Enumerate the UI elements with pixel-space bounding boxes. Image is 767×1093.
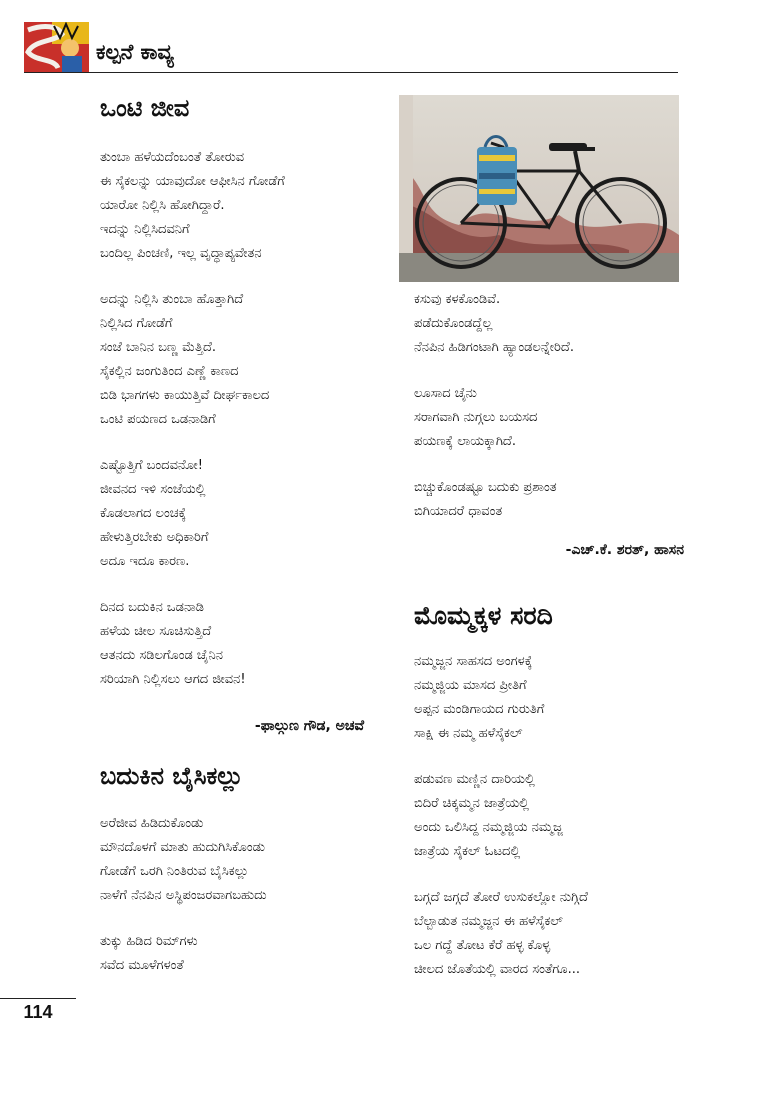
poem-line: ಚೀಲದ ಜೊತೆಯಲ್ಲಿ ವಾರದ ಸಂತೆಗೂ... [414, 962, 581, 977]
poem-line: ಬಿಗಿಯಾದರೆ ಧಾವಂತ [414, 504, 503, 519]
poem-line: ಅರೆಜೀವ ಹಿಡಿದುಕೊಂಡು [100, 816, 204, 831]
poem-mommakkala-saradi [414, 600, 684, 982]
poem-line: ಜಾತ್ರೆಯ ಸೈಕಲ್ ಓಟದಲ್ಲಿ [414, 844, 521, 859]
footer-divider [0, 998, 76, 999]
poem-line: ಅಪ್ಪನ ಮಂಡಿಗಾಯದ ಗುರುತಿಗೆ [414, 702, 545, 717]
magazine-logo-icon [24, 22, 89, 72]
poem-line: ಪಯಣಕ್ಕೆ ಲಾಯಕ್ಕಾಗಿದೆ. [414, 434, 516, 449]
poem-line: ಒಲ ಗದ್ದೆ ತೋಟ ಕೆರೆ ಹಳ್ಳ ಕೊಳ್ಳ [414, 938, 551, 953]
stanza [414, 886, 684, 982]
poem-line: ಯಾರೋ ನಿಲ್ಲಿಸಿ ಹೋಗಿದ್ದಾರೆ. [100, 198, 225, 213]
poem-line: ತುಕ್ಕು ಹಿಡಿದ ರಿಮ್‌ಗಳು [100, 934, 198, 949]
poem-line: ಸಾಕ್ಷಿ ಈ ನಮ್ಮ ಹಳೆಸೈಕಲ್ [414, 726, 523, 741]
poem-line: ಈ ಸೈಕಲನ್ನು ಯಾವುದೋ ಆಫೀಸಿನ ಗೋಡೆಗೆ [100, 174, 285, 189]
stanza [100, 146, 390, 266]
poem-line: ನಮ್ಮಜ್ಜನ ಸಾಹಸದ ಅಂಗಳಕ್ಕೆ [414, 654, 533, 669]
poem-line: ಸರಾಗವಾಗಿ ನುಗ್ಗಲು ಬಯಸದ [414, 410, 538, 425]
stanza [414, 650, 684, 746]
poem-line: ಸಂಜೆ ಬಾನಿನ ಬಣ್ಣ ಮೆತ್ತಿದೆ. [100, 340, 217, 355]
poem-author: -ಫಾಲ್ಗುಣ ಗೌಡ, ಅಚವೆ [254, 718, 364, 734]
poem-line: ನಿಲ್ಲಿಸಿದ ಗೋಡೆಗೆ [100, 316, 173, 331]
poem-line: ಹಳೆಯ ಚೀಲ ಸೂಚಿಸುತ್ತಿದೆ [100, 624, 212, 639]
stanza [100, 288, 390, 432]
poem-continuation [414, 288, 684, 562]
poem-line: ಅದನ್ನು ನಿಲ್ಲಿಸಿ ತುಂಬಾ ಹೊತ್ತಾಗಿದೆ [100, 292, 244, 307]
stanza [100, 596, 390, 692]
poem-line: ಸರಿಯಾಗಿ ನಿಲ್ಲಿಸಲು ಆಗದ ಜೀವನ! [100, 672, 246, 687]
poem-line: ಇದನ್ನು ನಿಲ್ಲಿಸಿದವನಿಗೆ [100, 222, 190, 237]
poem-title: ಒಂಟಿ ಜೀವ [100, 94, 190, 122]
bicycle-photo-icon [399, 95, 679, 282]
stanza [414, 382, 684, 454]
page-number: 114 [23, 1002, 53, 1022]
poem-line: ಒಂಟಿ ಪಯಣದ ಒಡನಾಡಿಗೆ [100, 412, 216, 427]
poem-line: ಬಿಚ್ಚುಕೊಂಡಷ್ಟೂ ಬದುಕು ಪ್ರಶಾಂತ [414, 480, 557, 495]
poem-line: ಹೇಳುತ್ತಿರಬೇಕು ಅಧಿಕಾರಿಗೆ [100, 530, 209, 545]
stanza [414, 476, 684, 524]
poem-line: ಬಿಡಿ ಭಾಗಗಳು ಕಾಯುತ್ತಿವೆ ದೀರ್ಘಕಾಲದ [100, 388, 270, 403]
poem-line: ನಮ್ಮಜ್ಜಿಯ ಮಾಸದ ಪ್ರೀತಿಗೆ [414, 678, 527, 693]
poem-baduku-bicycle [100, 760, 390, 978]
poem-line: ಆತನದು ಸಡಿಲಗೊಂಡ ಚೈನಿನ [100, 648, 223, 663]
poem-line: ಕೊಡಲಾಗದ ಲಂಚಕ್ಕೆ [100, 506, 187, 521]
poem-line: ಅಂದು ಒಲಿಸಿದ್ದ ನಮ್ಮಜ್ಜಿಯ ನಮ್ಮಜ್ಜ [414, 820, 563, 835]
header-divider [24, 72, 678, 73]
poem-line: ಪಡೆದುಕೊಂಡದ್ದೆಲ್ಲ [414, 316, 493, 331]
poem-ontijeeva [100, 92, 390, 738]
stanza [100, 930, 390, 978]
poem-line: ಬೆಲ್ಬಾಡುತ ನಮ್ಮಜ್ಜನ ಈ ಹಳೆಸೈಕಲ್ [414, 914, 563, 929]
poem-line: ಸೈಕಲ್ಲಿನ ಜಂಗುತಿಂದ ಎಣ್ಣೆ ಕಾಣದ [100, 364, 239, 379]
poem-line: ಮೌನದೊಳಗೆ ಮಾತು ಹುದುಗಿಸಿಕೊಂಡು [100, 840, 266, 855]
poem-line: ನಾಳೆಗೆ ನೆನಪಿನ ಅಸ್ಥಿಪಂಜರವಾಗಬಹುದು [100, 888, 267, 903]
poem-line: ತುಂಬಾ ಹಳೆಯದೆಂಬಂತೆ ತೋರುವ [100, 150, 245, 165]
poem-line: ದಿನದ ಬದುಕಿನ ಒಡನಾಡಿ [100, 600, 204, 615]
poem-line: ನೆನಪಿನ ಹಿಡಿಗಂಟಾಗಿ ಹ್ಯಾಂಡಲನ್ನೇರಿದೆ. [414, 340, 574, 355]
poem-line: ಬಿದಿರೆ ಚಿಕ್ಕಮ್ಮನ ಜಾತ್ರೆಯಲ್ಲಿ [414, 796, 530, 811]
section-title: ಕಲ್ಪನೆ ಕಾವ್ಯ [96, 40, 174, 64]
stanza [414, 768, 684, 864]
stanza [100, 812, 390, 908]
poem-line: ಸವೆದ ಮೂಳೆಗಳಂತೆ [100, 958, 184, 973]
poem-title: ಬದುಕಿನ ಬೈಸಿಕಲ್ಲು [100, 762, 244, 790]
poem-line: ಬಗ್ಗದೆ ಜಗ್ಗದೆ ತೋರೆ ಉಸುಕಲ್ಲೋ ನುಗ್ಗಿದೆ [414, 890, 588, 905]
poem-line: ಬಂದಿಲ್ಲ ಪಿಂಚಣಿ, ಇಲ್ಲ ವೃದ್ಧಾಪ್ಯವೇತನ [100, 246, 262, 261]
poem-line: ಪಡುವಣ ಮಣ್ಣಿನ ದಾರಿಯಲ್ಲಿ [414, 772, 535, 787]
stanza [100, 454, 390, 574]
poem-line: ಕಸುವು ಕಳಕೊಂಡಿವೆ. [414, 292, 501, 307]
poem-title: ಮೊಮ್ಮಕ್ಕಳ ಸರದಿ [414, 601, 553, 630]
left-column [100, 92, 390, 978]
poem-line: ಗೋಡೆಗೆ ಒರಗಿ ನಿಂತಿರುವ ಬೈಸಿಕಲ್ಲು [100, 864, 249, 879]
stanza [414, 288, 684, 360]
poem-line: ಅದೂ ಇದೂ ಕಾರಣ. [100, 554, 190, 569]
poem-line: ಲೂಸಾದ ಚೈನು [414, 386, 477, 401]
poem-line: ಜೀವನದ ಇಳಿ ಸಂಜೆಯಲ್ಲಿ [100, 482, 206, 497]
poem-line: ಎಷ್ಟೊತ್ತಿಗೆ ಬಂದವನೋ! [100, 458, 203, 473]
poem-author: -ಎಚ್.ಕೆ. ಶರತ್, ಹಾಸನ [565, 542, 684, 558]
